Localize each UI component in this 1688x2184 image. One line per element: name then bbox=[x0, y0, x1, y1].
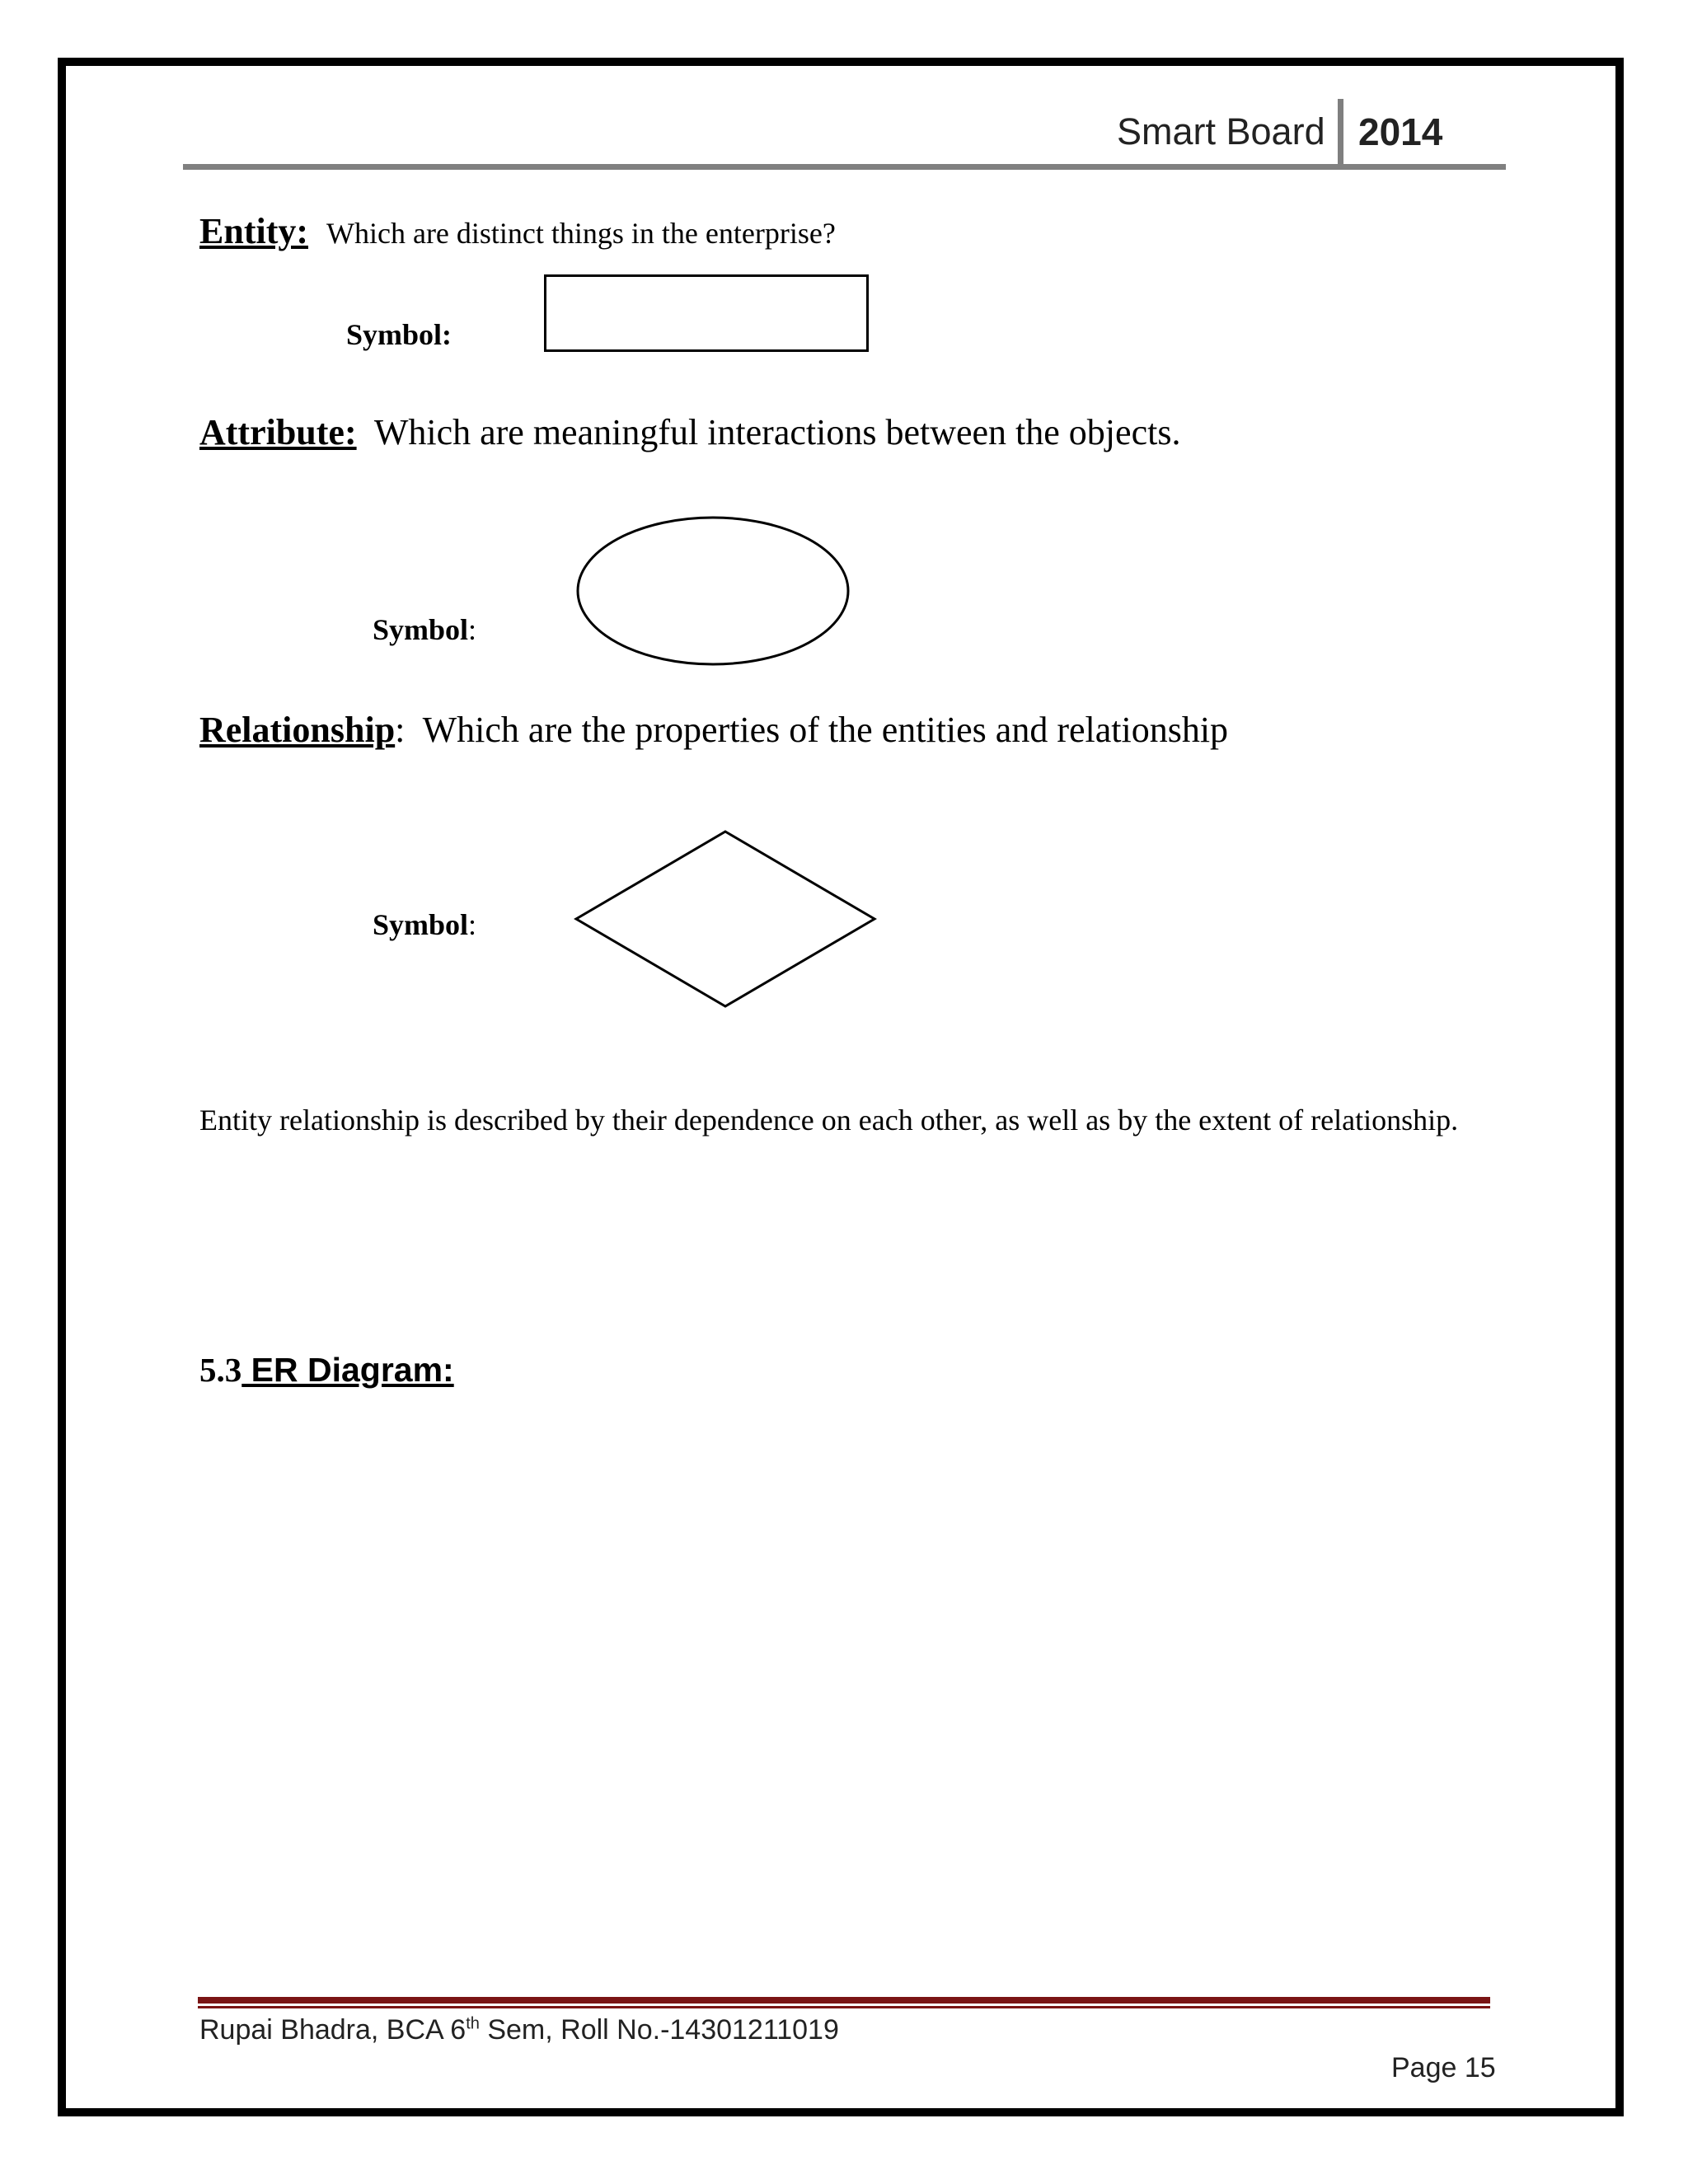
header-divider bbox=[1338, 99, 1343, 166]
er-description-paragraph: Entity relationship is described by their dependence on each other, as well as by the extent of relationship. bbox=[199, 1104, 1459, 1137]
header-rule bbox=[183, 164, 1506, 170]
attribute-definition bbox=[199, 410, 1180, 456]
footer-rule bbox=[198, 1997, 1490, 2004]
header-title: Smart Board bbox=[1117, 110, 1325, 152]
page-border bbox=[58, 58, 1624, 2116]
attribute-description: Which are meaningful interactions between the objects. bbox=[373, 412, 1181, 452]
section-title: ER Diagram: bbox=[241, 1351, 454, 1389]
entity-symbol-label: Symbol: bbox=[346, 318, 452, 351]
attribute-term: Attribute: bbox=[199, 412, 357, 452]
relationship-term: Relationship bbox=[199, 710, 396, 750]
relationship-definition: Relationship: Which are the properties of the entities and relationship bbox=[199, 710, 1229, 750]
page-number: Page 15 bbox=[1391, 2052, 1496, 2083]
entity-description: Which are distinct things in the enterprise? bbox=[326, 217, 836, 250]
footer-rule-thin bbox=[198, 2006, 1490, 2008]
section-heading bbox=[199, 1347, 454, 1393]
relationship-symbol-label: Symbol: bbox=[373, 908, 477, 941]
relationship-description: Which are the properties of the entities and relationship bbox=[422, 710, 1229, 750]
entity-definition bbox=[199, 209, 836, 256]
header-year: 2014 bbox=[1358, 110, 1443, 153]
attribute-ellipse-symbol bbox=[575, 515, 851, 667]
relationship-diamond-symbol bbox=[573, 829, 878, 1009]
section-number: 5.3 bbox=[199, 1351, 242, 1389]
footer-author: Rupai Bhadra, BCA 6th Sem, Roll No.-14301211019 bbox=[199, 2014, 839, 2046]
entity-term: Entity: bbox=[199, 211, 308, 251]
attribute-symbol-label: Symbol: bbox=[373, 613, 477, 646]
entity-rectangle-symbol bbox=[544, 274, 869, 352]
